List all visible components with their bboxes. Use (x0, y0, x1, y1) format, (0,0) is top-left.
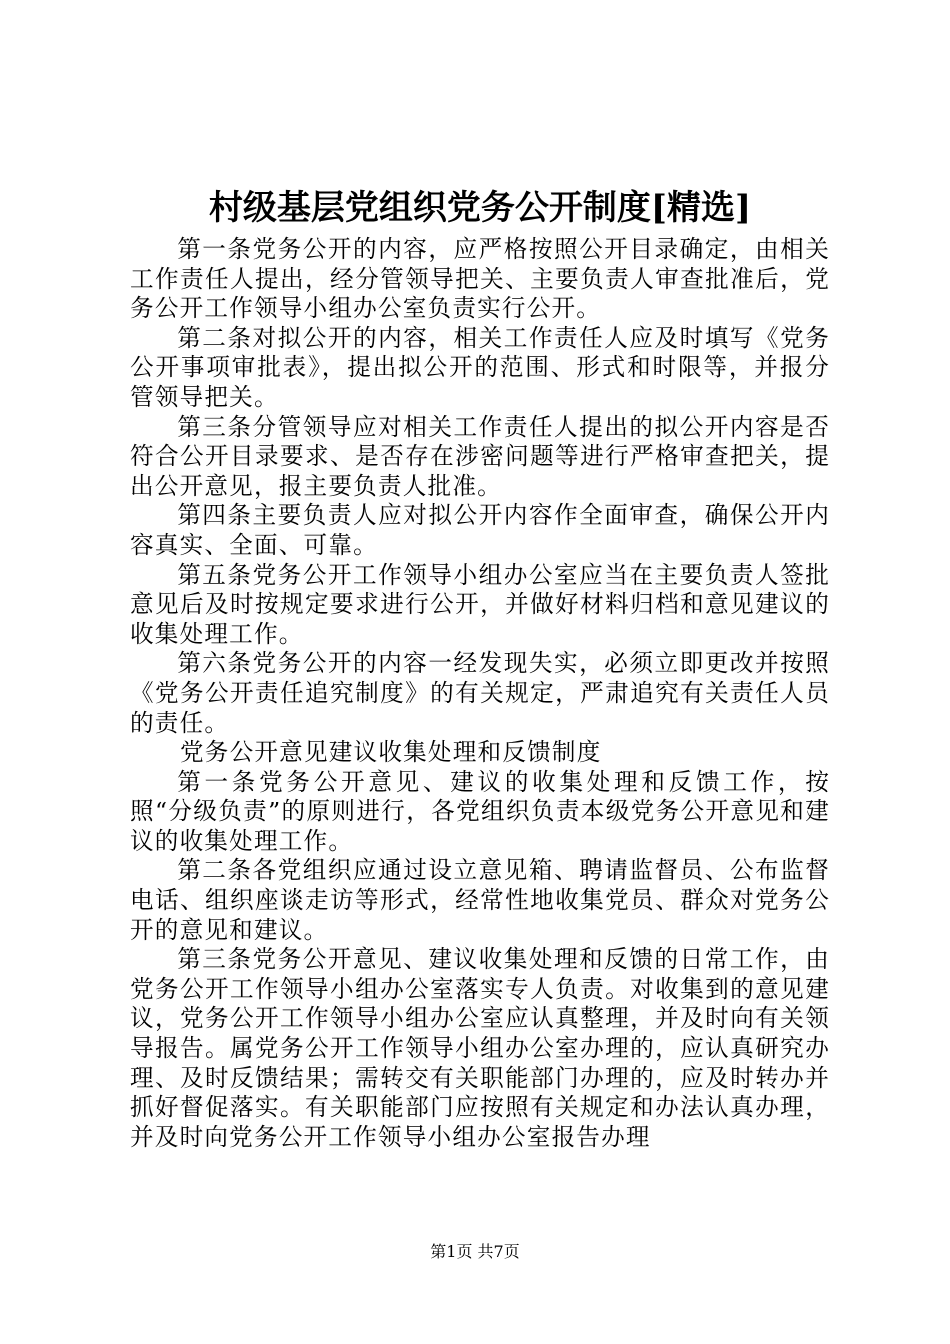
paragraph-article-5: 第五条党务公开工作领导小组办公室应当在主要负责人签批意见后及时按规定要求进行公开，并做好材料归档和意见建议的收集处理工作。 (130, 560, 830, 648)
paragraph-article-2: 第二条对拟公开的内容，相关工作责任人应及时填写《党务公开事项审批表》，提出拟公开的范围、形式和时限等，并报分管领导把关。 (130, 323, 830, 411)
section-heading: 党务公开意见建议收集处理和反馈制度 (180, 738, 602, 767)
document-body (130, 235, 830, 1152)
section-paragraph-article-1: 第一条党务公开意见、建议的收集处理和反馈工作，按照“分级负责”的原则进行，各党组织负责本级党务公开意见和建议的收集处理工作。 (130, 767, 830, 855)
section-paragraph-article-2: 第二条各党组织应通过设立意见箱、聘请监督员、公布监督电话、组织座谈走访等形式，经常性地收集党员、群众对党务公开的意见和建议。 (130, 856, 830, 944)
paragraph-article-4: 第四条主要负责人应对拟公开内容作全面审查，确保公开内容真实、全面、可靠。 (130, 501, 830, 559)
page-number-footer: 第1页 共7页 (430, 1242, 520, 1261)
paragraph-article-1: 第一条党务公开的内容，应严格按照公开目录确定，由相关工作责任人提出，经分管领导把关、主要负责人审查批准后，党务公开工作领导小组办公室负责实行公开。 (130, 235, 830, 323)
paragraph-article-6: 第六条党务公开的内容一经发现失实，必须立即更改并按照《党务公开责任追究制度》的有关规定，严肃追究有关责任人员的责任。 (130, 649, 830, 737)
document-title: 村级基层党组织党务公开制度[精选] (208, 188, 752, 228)
section-paragraph-article-3: 第三条党务公开意见、建议收集处理和反馈的日常工作，由党务公开工作领导小组办公室落实专人负责。对收集到的意见建议，党务公开工作领导小组办公室应认真整理，并及时向有关领导报告。属党务公开工作领导小组办公室办理的，应认真研究办理、及时反馈结果；需转交有关职能部门办理的，应及时转办并抓好督促落实。有关职能部门应按照有关规定和办法认真办理，并及时向党务公开工作领导小组办公室报告办理 (130, 945, 830, 1151)
paragraph-article-3: 第三条分管领导应对相关工作责任人提出的拟公开内容是否符合公开目录要求、是否存在涉密问题等进行严格审查把关，提出公开意见，报主要负责人批准。 (130, 412, 830, 500)
